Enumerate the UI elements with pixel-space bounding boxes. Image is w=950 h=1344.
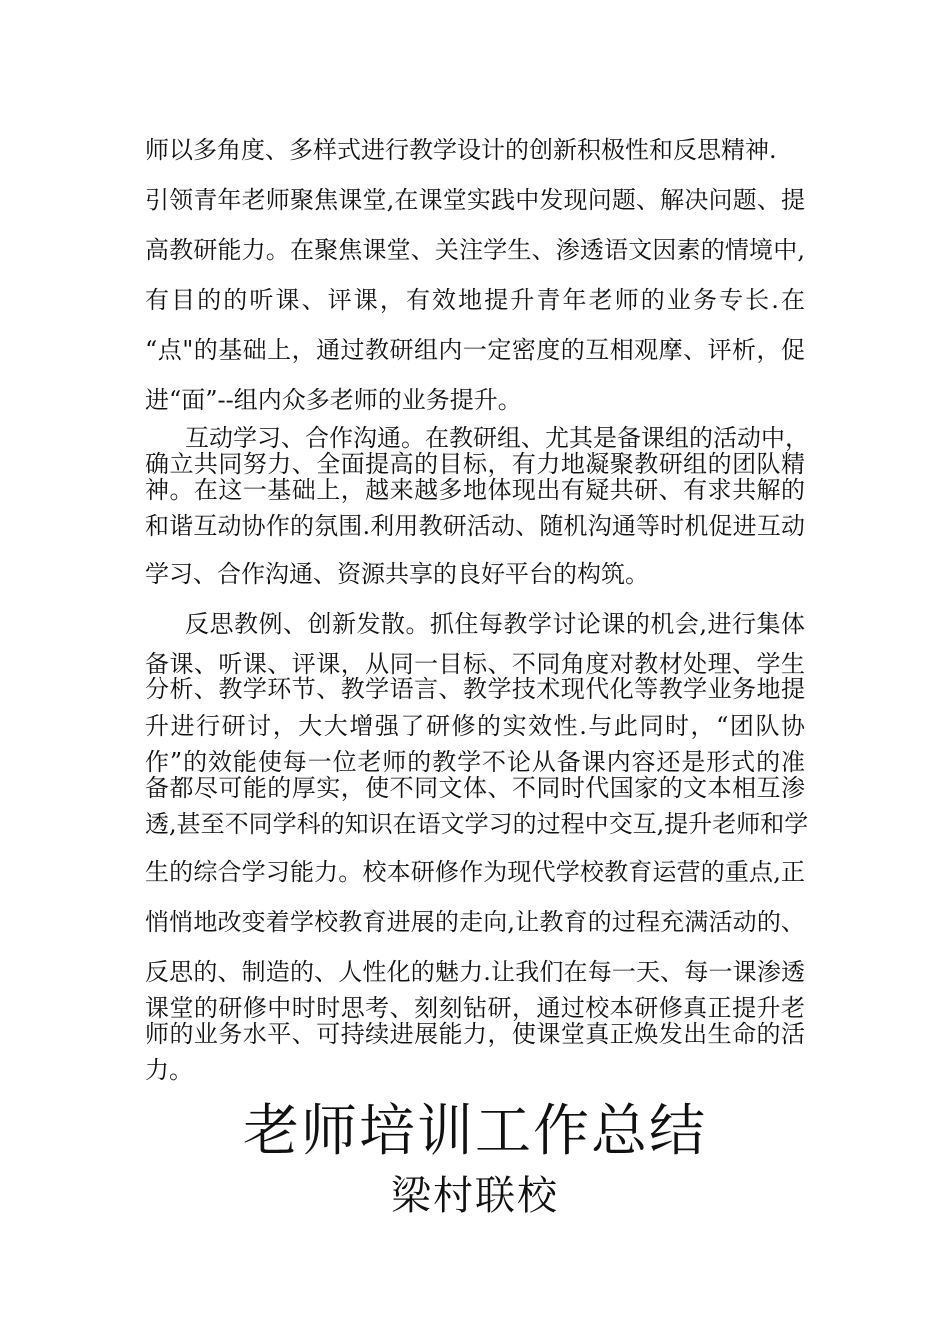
paragraph-line: 引领青年老师聚焦课堂,在课堂实践中发现问题、解决问题、提 (145, 186, 805, 214)
paragraph-line: 进“面”--组内众多老师的业务提升。 (145, 386, 522, 414)
paragraph-line: 师以多角度、多样式进行教学设计的创新积极性和反思精神. (145, 136, 777, 164)
paragraph-line: 学习、合作沟通、资源共享的良好平台的构筑。 (145, 560, 649, 588)
paragraph-line: 师的业务水平、可持续进展能力，使课堂真正焕发出生命的活 (145, 1020, 805, 1048)
paragraph-line: 悄悄地改变着学校教育进展的走向,让教育的过程充满活动的、 (145, 908, 805, 936)
document-title: 老师培训工作总结 (243, 1099, 707, 1164)
paragraph-line: 力。 (145, 1056, 193, 1084)
paragraph-line: 备课、听课、评课，从同一目标、不同角度对教材处理、学生 (145, 650, 805, 678)
paragraph-line: 和谐互动协作的氛围.利用教研活动、随机沟通等时机促进互动 (145, 512, 805, 540)
paragraph-line: 课堂的研修中时时思考、刻刻钻研，通过校本研修真正提升老 (145, 994, 805, 1022)
paragraph-line: 升进行研讨，大大增强了研修的实效性.与此同时，“团队协 (145, 712, 805, 740)
paragraph-line: 神。在这一基础上，越来越多地体现出有疑共研、有求共解的 (145, 476, 805, 504)
paragraph-line: 确立共同努力、全面提高的目标，有力地凝聚教研组的团队精 (145, 450, 805, 478)
paragraph-line: 互动学习、合作沟通。在教研组、尤其是备课组的活动中， (185, 424, 809, 452)
paragraph-line: 生的综合学习能力。校本研修作为现代学校教育运营的重点,正 (145, 858, 805, 886)
document-subtitle: 梁村联校 (391, 1173, 559, 1219)
paragraph-line: “点"的基础上，通过教研组内一定密度的互相观摩、评析，促 (145, 336, 805, 364)
paragraph-line: 作”的效能使每一位老师的教学不论从备课内容还是形式的准 (145, 748, 805, 776)
paragraph-line: 透,甚至不同学科的知识在语文学习的过程中交互,提升老师和学 (145, 810, 809, 838)
paragraph-line: 反思的、制造的、人性化的魅力.让我们在每一天、每一课渗透 (145, 958, 805, 986)
paragraph-line: 反思教例、创新发散。抓住每教学讨论课的机会,进行集体 (185, 610, 805, 638)
paragraph-line: 分析、教学环节、教学语言、教学技术现代化等教学业务地提 (145, 675, 805, 703)
paragraph-line: 有目的的听课、评课，有效地提升青年老师的业务专长.在 (145, 286, 805, 314)
paragraph-line: 备都尽可能的厚实，使不同文体、不同时代国家的文本相互渗 (145, 774, 805, 802)
paragraph-line: 高教研能力。在聚焦课堂、关注学生、渗透语文因素的情境中, (145, 236, 805, 264)
